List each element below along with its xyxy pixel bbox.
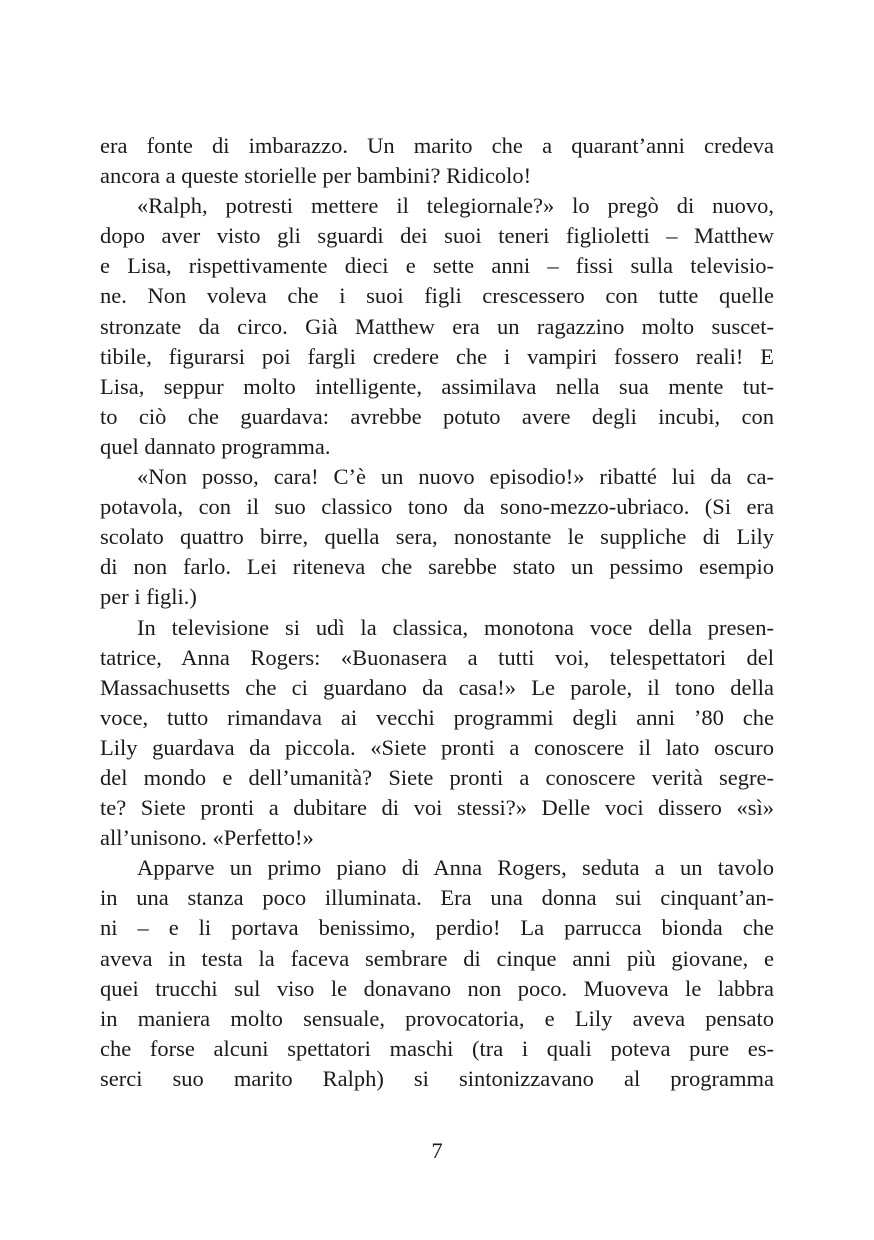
text-line: era fonte di imbarazzo. Un marito che a quarant’anni credeva [100, 133, 774, 158]
text-line: Massachusetts che ci guardano da casa!» Le parole, il tono della [100, 674, 774, 700]
text-line: tibile, figurarsi poi fargli credere che i vampiri fossero reali! E [100, 343, 774, 369]
text-line: ne. Non voleva che i suoi figli crescessero con tutte quelle [100, 283, 774, 309]
text-line: ancora a queste storielle per bambini? Ridicolo! [100, 163, 532, 189]
text-line: per i figli.) [100, 584, 197, 610]
text-line: e Lisa, rispettivamente dieci e sette anni – fissi sulla televisio- [100, 253, 774, 279]
text-line: voce, tutto rimandava ai vecchi programmi degli anni ’80 che [100, 704, 774, 730]
text-line: quel dannato programma. [100, 433, 331, 459]
text-line: ni – e li portava benissimo, perdio! La parrucca bionda che [100, 915, 774, 941]
text-line: scolato quattro birre, quella sera, nonostante le suppliche di Lily [100, 524, 774, 550]
text-line: stronzate da circo. Già Matthew era un ragazzino molto suscet- [100, 313, 774, 339]
text-line: dopo aver visto gli sguardi dei suoi teneri figlioletti – Matthew [100, 223, 774, 249]
text-line: che forse alcuni spettatori maschi (tra i quali poteva pure es- [100, 1035, 774, 1061]
text-line: in maniera molto sensuale, provocatoria, e Lily aveva pensato [100, 1005, 774, 1031]
text-line: to ciò che guardava: avrebbe potuto avere degli incubi, con [100, 403, 774, 429]
text-line: serci suo marito Ralph) si sintonizzavano al programma [100, 1065, 774, 1091]
text-line: aveva in testa la faceva sembrare di cinque anni più giovane, e [100, 945, 774, 971]
text-line: all’unisono. «Perfetto!» [100, 825, 314, 851]
text-line: «Ralph, potresti mettere il telegiornale?» lo pregò di nuovo, [137, 193, 774, 219]
text-line: tatrice, Anna Rogers: «Buonasera a tutti voi, telespettatori del [100, 644, 774, 670]
text-line: te? Siete pronti a dubitare di voi stessi?» Delle voci dissero «sì» [100, 795, 774, 821]
text-line: quei trucchi sul viso le donavano non poco. Muoveva le labbra [100, 975, 774, 1001]
text-line: del mondo e dell’umanità? Siete pronti a conoscere verità segre- [100, 764, 774, 790]
text-line: Lily guardava da piccola. «Siete pronti a conoscere il lato oscuro [100, 734, 774, 760]
text-line: Apparve un primo piano di Anna Rogers, seduta a un tavolo [137, 855, 774, 881]
page-body-text [100, 131, 774, 1094]
text-line: Lisa, seppur molto intelligente, assimilava nella sua mente tut- [100, 373, 774, 399]
text-line: In televisione si udì la classica, monotona voce della presen- [137, 614, 774, 640]
text-line: «Non posso, cara! C’è un nuovo episodio!» ribatté lui da ca- [137, 464, 774, 490]
text-line: in una stanza poco illuminata. Era una donna sui cinquant’an- [100, 885, 774, 911]
page-number: 7 [431, 1138, 443, 1163]
text-line: potavola, con il suo classico tono da sono-mezzo-ubriaco. (Si era [100, 494, 774, 520]
text-line: di non farlo. Lei riteneva che sarebbe stato un pessimo esempio [100, 554, 774, 580]
